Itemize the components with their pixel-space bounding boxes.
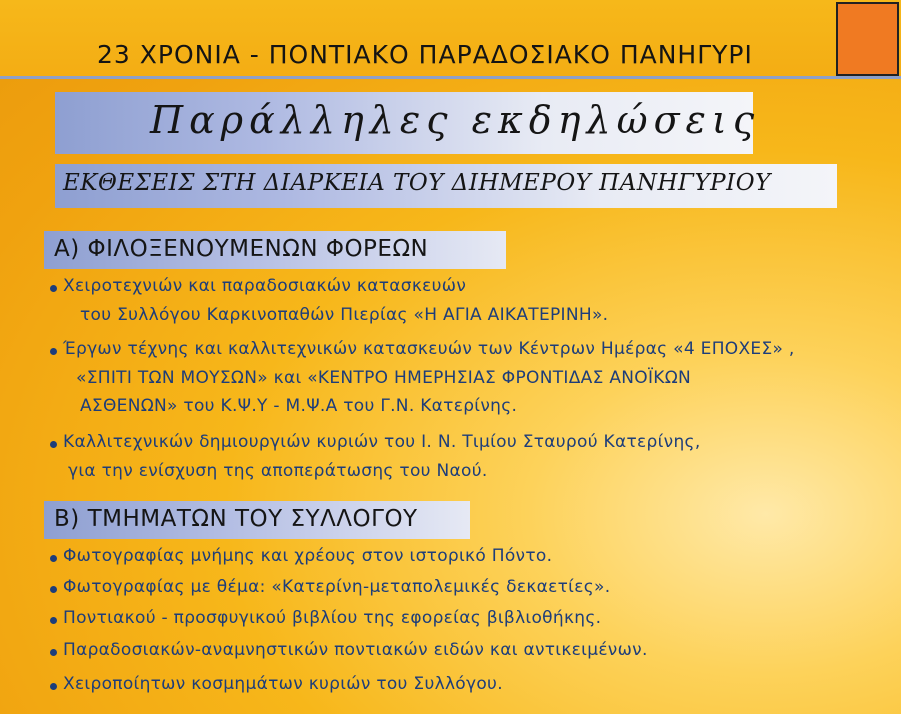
list-item: Φωτογραφίας μνήμης και χρέους στον ιστορικό Πόντο. xyxy=(63,546,553,566)
bullet-icon xyxy=(50,649,57,656)
list-item-continuation: για την ενίσχυση της αποπεράτωσης του Ναού. xyxy=(68,461,488,481)
bullet-icon xyxy=(50,441,57,448)
header-bar xyxy=(0,0,901,79)
bullet-icon xyxy=(50,348,57,355)
list-item: Χειροτεχνιών και παραδοσιακών κατασκευών xyxy=(63,276,467,296)
list-item: Παραδοσιακών-αναμνηστικών ποντιακών ειδών και αντικειμένων. xyxy=(63,640,648,660)
bullet-icon xyxy=(50,617,57,624)
bullet-icon xyxy=(50,586,57,593)
header-title: 23 ΧΡΟΝΙΑ - ΠΟΝΤΙΑΚΟ ΠΑΡΑΔΟΣΙΑΚΟ ΠΑΝΗΓΥΡΙ xyxy=(97,40,753,69)
list-item: Χειροποίητων κοσμημάτων κυριών του Συλλόγου. xyxy=(63,674,503,694)
section-a-heading-label: Α) ΦΙΛΟΞΕΝΟΥΜΕΝΩΝ ΦΟΡΕΩΝ xyxy=(54,236,429,262)
list-item: Έργων τέχνης και καλλιτεχνικών κατασκευών των Κέντρων Ημέρας «4 ΕΠΟΧΕΣ» , xyxy=(63,339,795,359)
sub-banner xyxy=(55,164,837,208)
page-title: Παράλληλες εκδηλώσεις xyxy=(150,98,761,142)
list-item: Ποντιακού - προσφυγικού βιβλίου της εφορείας βιβλιοθήκης. xyxy=(63,608,602,628)
section-a-heading xyxy=(44,231,506,269)
corner-square xyxy=(836,2,899,76)
list-item-continuation: «ΣΠΙΤΙ ΤΩΝ ΜΟΥΣΩΝ» και «ΚΕΝΤΡΟ ΗΜΕΡΗΣΙΑΣ ΦΡΟΝΤΙΔΑΣ ΑΝΟΪΚΩΝ xyxy=(76,368,692,388)
list-item: Καλλιτεχνικών δημιουργιών κυριών του Ι. Ν. Τιμίου Σταυρού Κατερίνης, xyxy=(63,432,701,452)
bullet-icon xyxy=(50,683,57,690)
bullet-icon xyxy=(50,285,57,292)
section-b-heading-label: Β) ΤΜΗΜΑΤΩΝ ΤΟΥ ΣΥΛΛΟΓΟΥ xyxy=(54,506,418,532)
list-item: Φωτογραφίας με θέμα: «Κατερίνη-μεταπολεμικές δεκαετίες». xyxy=(63,577,611,597)
list-item-continuation: ΑΣΘΕΝΩΝ» του Κ.Ψ.Υ - Μ.Ψ.Α του Γ.Ν. Κατερίνης. xyxy=(80,396,518,416)
section-b-heading xyxy=(44,501,470,539)
main-banner xyxy=(55,92,761,154)
page-subtitle: ΕΚΘΕΣΕΙΣ ΣΤΗ ΔΙΑΡΚΕΙΑ ΤΟΥ ΔΙΗΜΕΡΟΥ ΠΑΝΗΓΥΡΙΟΥ xyxy=(63,170,771,196)
bullet-icon xyxy=(50,555,57,562)
list-item-continuation: του Συλλόγου Καρκινοπαθών Πιερίας «Η ΑΓΙΑ ΑΙΚΑΤΕΡΙΝΗ». xyxy=(80,305,609,325)
